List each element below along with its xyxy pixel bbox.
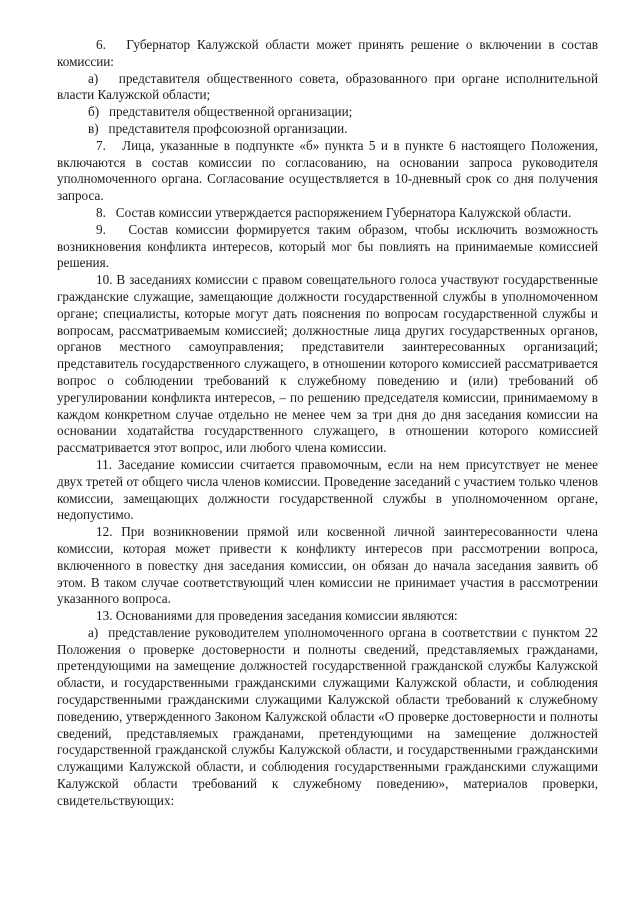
paragraph-12: 12. При возникновении прямой или косвенной личной заинтересованности члена комиссии, которая может привести к конфликту интересов при рассмотрении вопроса, включенного в повестку дня заседания комиссии, он обязан до начала заседания заявить об этом. В таком случае соответствующий член комиссии не принимает участия в рассмотрении указанного вопроса. [57, 524, 598, 607]
paragraph-10: 10. В заседаниях комиссии с правом совещательного голоса участвуют государственные гражданские служащие, замещающие должности государственной службы в уполномоченном органе; специалисты, которые могут дать пояснения по вопросам государственной службы и вопросам, рассматриваемым комиссией; должностные лица других государственных органов, органов местного самоуправления; представители заинтересованных организаций; представитель государственного служащего, в отношении которого комиссией рассматривается вопрос о соблюдении требований к служебному поведению и (или) требований об урегулировании конфликта интересов, – по решению председателя комиссии, принимаемому в каждом конкретном случае отдельно не менее чем за три дня до дня заседания комиссии на основании ходатайства государственного служащего, в отношении которого комиссией рассматривается этот вопрос, или любого члена комиссии. [57, 272, 598, 456]
paragraph-6: 6. Губернатор Калужской области может принять решение о включении в состав комиссии: [57, 37, 598, 69]
paragraph-6a: а) представителя общественного совета, образованного при органе исполнительной власти Калужской области; [57, 70, 598, 103]
paragraph-6c: в) представителя профсоюзной организации. [88, 120, 348, 136]
paragraph-7: 7. Лица, указанные в подпункте «б» пункта 5 и в пункте 6 настоящего Положения, включаются в состав комиссии по согласованию, на основании запроса руководителя уполномоченного органа. Согласование осуществляется в 10-дневный срок со дня получения запроса. [57, 137, 598, 204]
paragraph-11: 11. Заседание комиссии считается правомочным, если на нем присутствует не менее двух третей от общего числа членов комиссии. Проведение заседаний с участием только членов комиссии, замещающих должности государственной службы в уполномоченном органе, недопустимо. [57, 456, 598, 523]
document-body [57, 37, 598, 810]
paragraph-8: 8. Состав комиссии утверждается распоряжением Губернатора Калужской области. [96, 204, 572, 220]
paragraph-13a: а) представление руководителем уполномоченного органа в соответствии с пунктом 22 Положения о проверке достоверности и полноты сведений, представляемых гражданами, претендующими на замещение должностей государственной гражданской службы Калужской области, и государственными гражданскими служащими Калужской области, и соблюдения государственными гражданскими служащими Калужской области требований к служебному поведению, утвержденного Законом Калужской области «О проверке достоверности и полноты сведений, представляемых гражданами, претендующими на замещение должностей государственной гражданской службы Калужской области, и государственными гражданскими служащими Калужской области, и соблюдения государственными гражданскими служащими Калужской области требований к служебному поведению», материалов проверки, свидетельствующих: [57, 624, 598, 808]
paragraph-6b: б) представителя общественной организации; [88, 104, 353, 120]
paragraph-9: 9. Состав комиссии формируется таким образом, чтобы исключить возможность возникновения конфликта интересов, который мог бы повлиять на принимаемые комиссией решения. [57, 221, 598, 271]
paragraph-13: 13. Основаниями для проведения заседания комиссии являются: [96, 608, 458, 624]
